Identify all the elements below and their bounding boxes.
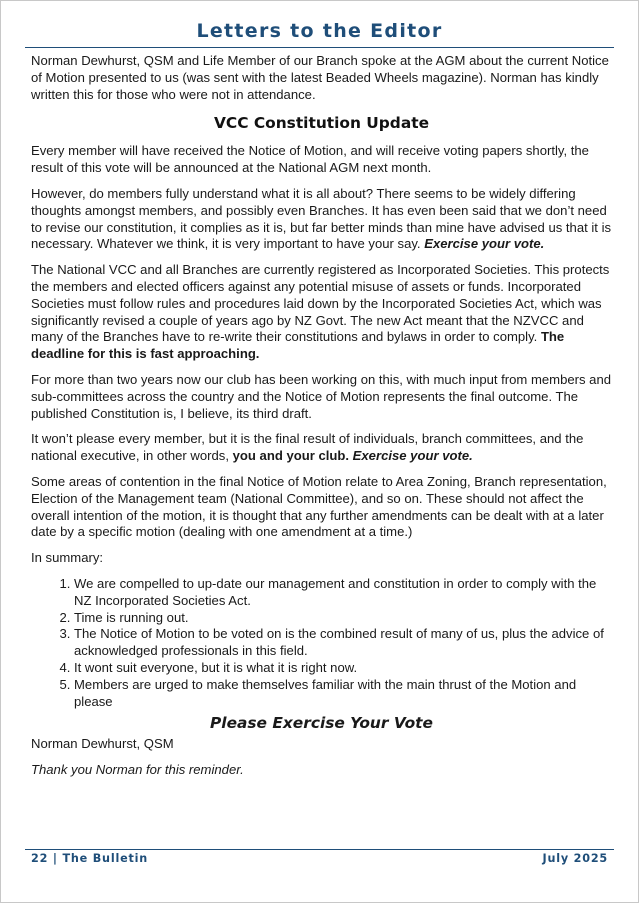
page-title: Letters to the Editor — [196, 20, 443, 42]
summary-item: 3. The Notice of Motion to be voted on is the combined result of many of us, plus the advice of acknowledged professionals in this field. — [74, 626, 612, 660]
header-rule — [25, 47, 614, 48]
vote-heading: Please Exercise Your Vote — [210, 714, 433, 733]
article-body — [31, 53, 612, 788]
paragraph-1: Every member will have received the Notice of Motion, and will receive voting papers shortly, the result of this vote will be announced at the National AGM next month. — [31, 143, 589, 176]
footer-rule — [25, 849, 614, 850]
paragraph-3-text: The National VCC and all Branches are currently registered as Incorporated Societies. This protects the members and elected officers against any potential misuse of assets or funds. Incorporated Societies must follow rules and procedures laid down by the Incorporated Societies Act, which was significantly revised a couple of years ago by NZ Govt. The new Act meant that the NZVCC and many of the Branches have to re-write their constitutions and bylaws in order to comply. — [31, 262, 610, 345]
paragraph-3-emphasis: The deadline for this is fast approaching. — [31, 329, 565, 362]
paragraph-2-emphasis: Exercise your vote. — [424, 236, 545, 252]
intro-paragraph: Norman Dewhurst, QSM and Life Member of our Branch spoke at the AGM about the current Notice of Motion presented to us (was sent with the latest Beaded Wheels magazine). Norman has kindly written this for those who were not in attendance. — [31, 53, 609, 102]
article-heading: VCC Constitution Update — [213, 114, 430, 133]
summary-item: 1. We are compelled to up-date our management and constitution in order to comply with the NZ Incorporated Societies Act. — [74, 576, 612, 610]
summary-item: 5. Members are urged to make themselves familiar with the main thrust of the Motion and please — [74, 677, 612, 711]
paragraph-2 — [31, 186, 612, 253]
paragraph-2-text: However, do members fully understand what it is all about? There seems to be widely differing thoughts amongst members, and possibly even Branches. It has even been said that we don’t need to revise our constitution, it complies as it is, but far better minds than mine have advised us that it is necessary. Whatever we think, it is very important to have your say. — [31, 185, 612, 252]
paragraph-5-text: It won’t please every member, but it is the final result of individuals, branch committees, and the national executive, in other words, — [31, 431, 584, 464]
summary-item: 4. It wont suit everyone, but it is what it is right now. — [74, 660, 612, 677]
thanks-note: Thank you Norman for this reminder. — [31, 762, 244, 778]
summary-item: 2. Time is running out. — [74, 610, 612, 627]
footer-page-info: 22 | The Bulletin — [31, 852, 149, 865]
paragraph-3 — [31, 262, 612, 363]
footer-date: July 2025 — [542, 852, 608, 865]
summary-label: In summary: — [31, 550, 104, 566]
author-signoff: Norman Dewhurst, QSM — [31, 736, 174, 752]
paragraph-5-bold: you and your club. — [232, 448, 350, 464]
paragraph-6: Some areas of contention in the final Notice of Motion relate to Area Zoning, Branch representation, Election of the Management team (National Committee), and so on. These should not affect the overall intention of the motion, it is thought that any further amendments can be dealt with at a later date by a specific motion (dealing with one amendment at a time.) — [31, 473, 607, 540]
summary-list — [31, 576, 612, 710]
paragraph-4: For more than two years now our club has been working on this, with much input from members and sub-committees across the country and the Notice of Motion represents the final outcome. The published Constitution is, I believe, its third draft. — [31, 371, 612, 421]
paragraph-5-emphasis: Exercise your vote. — [352, 448, 473, 464]
paragraph-5 — [31, 431, 612, 465]
